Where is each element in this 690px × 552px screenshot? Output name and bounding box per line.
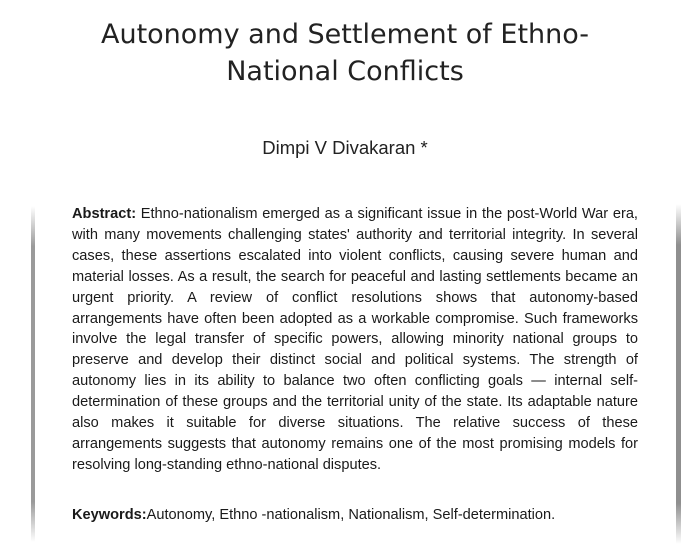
abstract-left-rule <box>31 206 35 542</box>
paper-title-line-2: National Conflicts <box>226 56 464 87</box>
paper-title-line-1: Autonomy and Settlement of Ethno- <box>100 19 590 50</box>
abstract-paragraph <box>72 204 638 476</box>
author-name: Dimpi V Divakaran * <box>262 137 428 158</box>
paper-title <box>0 16 690 90</box>
keywords-label: Keywords: <box>72 507 147 523</box>
abstract-label: Abstract: <box>72 206 137 222</box>
keywords-text: Autonomy, Ethno -nationalism, Nationalism, Self-determination. <box>146 507 556 523</box>
abstract-right-rule <box>676 204 681 544</box>
abstract-text: Ethno-nationalism emerged as a significant issue in the post-World War era, with many movements challenging states' authority and territorial integrity. In several cases, these assertions escalated into violent conflicts, causing severe human and material losses. As a result, the search for peaceful and lasting settlements became an urgent priority. A review of conflict resolutions shows that autonomy-based arrangements have often been adopted as a workable compromise. Such frameworks involve the legal transfer of specific powers, allowing minority national groups to preserve and develop their distinct social and political systems. The strength of autonomy lies in its ability to balance two often conflicting goals — internal self-determination of these groups and the territorial unity of the state. Its adaptable nature also makes it suitable for diverse situations. The relative success of these arrangements suggests that autonomy remains one of the most promising models for resolving long-standing ethno-national disputes. <box>72 206 638 473</box>
keywords-paragraph <box>72 505 638 525</box>
